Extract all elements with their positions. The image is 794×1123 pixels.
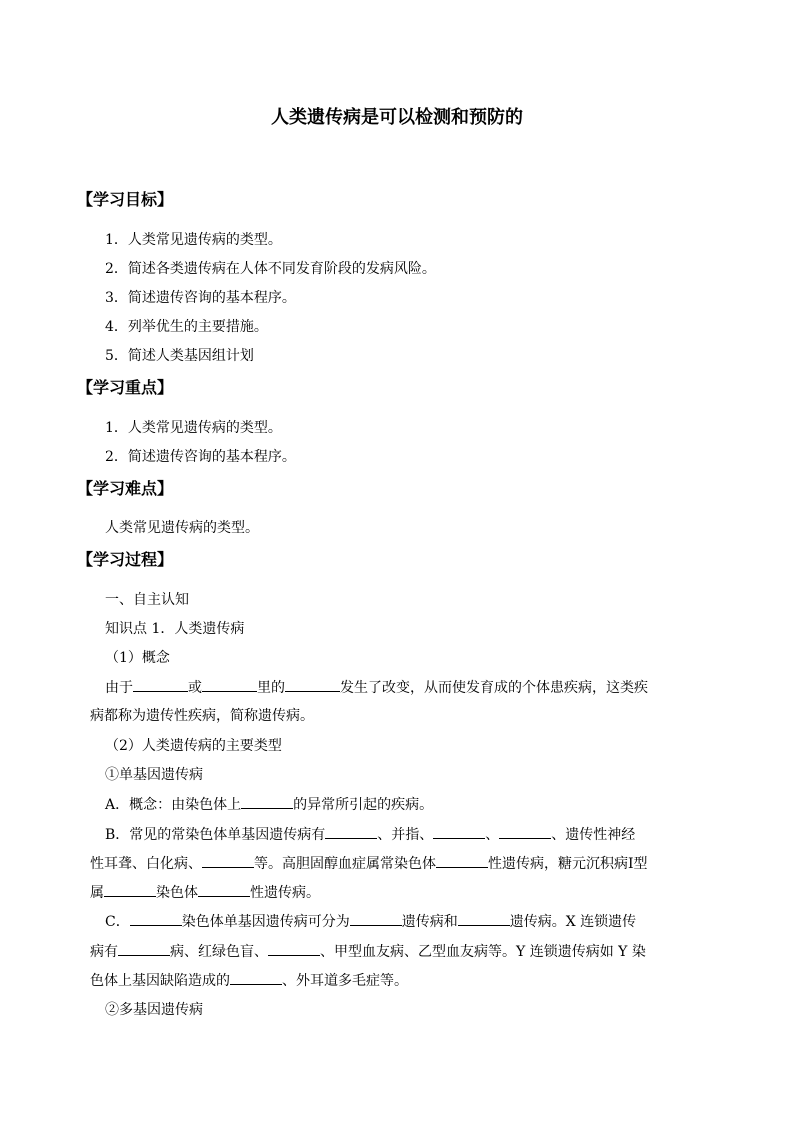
fill-blank[interactable] [325, 824, 377, 839]
fill-blank[interactable] [350, 911, 402, 926]
self-study-heading: 一、自主认知 [105, 592, 189, 608]
goal-item: 1．人类常见遗传病的类型。 [105, 232, 282, 248]
goal-item: 5．简述人类基因组计划 [105, 348, 254, 364]
fill-blank[interactable] [499, 824, 551, 839]
key-heading: 【学习重点】 [77, 378, 174, 397]
key-item: 2．简述遗传咨询的基本程序。 [105, 449, 296, 465]
item-B-line-1: B．常见的常染色体单基因遗传病有 、并指、 、 、遗传性神经 [105, 824, 635, 845]
goal-item: 4．列举优生的主要措施。 [105, 319, 268, 335]
item-C-line-2: 病有 病、红绿色盲、 、甲型血友病、乙型血友病等。Y 连锁遗传病如 Y 染 [90, 941, 646, 962]
item-B-line-3: 属 染色体 性遗传病。 [90, 882, 320, 903]
fill-blank[interactable] [104, 882, 156, 897]
item-C-line-3: 色体上基因缺陷造成的 、外耳道多毛症等。 [90, 970, 408, 991]
process-heading: 【学习过程】 [77, 550, 174, 569]
goals-heading: 【学习目标】 [77, 190, 174, 209]
fill-blank[interactable] [433, 824, 485, 839]
goal-item: 2．简述各类遗传病在人体不同发育阶段的发病风险。 [105, 261, 436, 277]
fill-blank[interactable] [133, 677, 188, 692]
fill-blank[interactable] [436, 853, 488, 868]
multi-gene-heading: ②多基因遗传病 [105, 1002, 203, 1018]
concept-line-1: 由于 或 里的 发生了改变，从而使发育成的个体患疾病，这类疾 [105, 677, 648, 698]
goal-item: 3．简述遗传咨询的基本程序。 [105, 290, 296, 306]
concept-label: （1）概念 [105, 650, 170, 666]
fill-blank[interactable] [458, 911, 510, 926]
fill-blank[interactable] [202, 677, 257, 692]
fill-blank[interactable] [198, 882, 250, 897]
fill-blank[interactable] [241, 794, 293, 809]
types-label: （2）人类遗传病的主要类型 [105, 738, 282, 754]
difficult-heading: 【学习难点】 [77, 479, 174, 498]
fill-blank[interactable] [202, 853, 254, 868]
item-A: A．概念：由染色体上 的异常所引起的疾病。 [105, 794, 433, 815]
concept-line-2: 病都称为遗传性疾病，简称遗传病。 [90, 708, 314, 724]
difficult-text: 人类常见遗传病的类型。 [105, 520, 259, 536]
page-title: 人类遗传病是可以检测和预防的 [271, 107, 523, 128]
item-B-line-2: 性耳聋、白化病、 等。高胆固醇血症属常染色体 性遗传病，糖元沉积病Ⅰ型 [90, 853, 648, 874]
fill-blank[interactable] [268, 941, 320, 956]
fill-blank[interactable] [230, 970, 282, 985]
item-C-line-1: C． 染色体单基因遗传病可分为 遗传病和 遗传病。X 连锁遗传 [105, 911, 636, 932]
fill-blank[interactable] [130, 911, 182, 926]
knowledge-point-1: 知识点 1．人类遗传病 [105, 621, 245, 637]
fill-blank[interactable] [285, 677, 340, 692]
key-item: 1．人类常见遗传病的类型。 [105, 420, 282, 436]
single-gene-heading: ①单基因遗传病 [105, 767, 203, 783]
fill-blank[interactable] [118, 941, 170, 956]
